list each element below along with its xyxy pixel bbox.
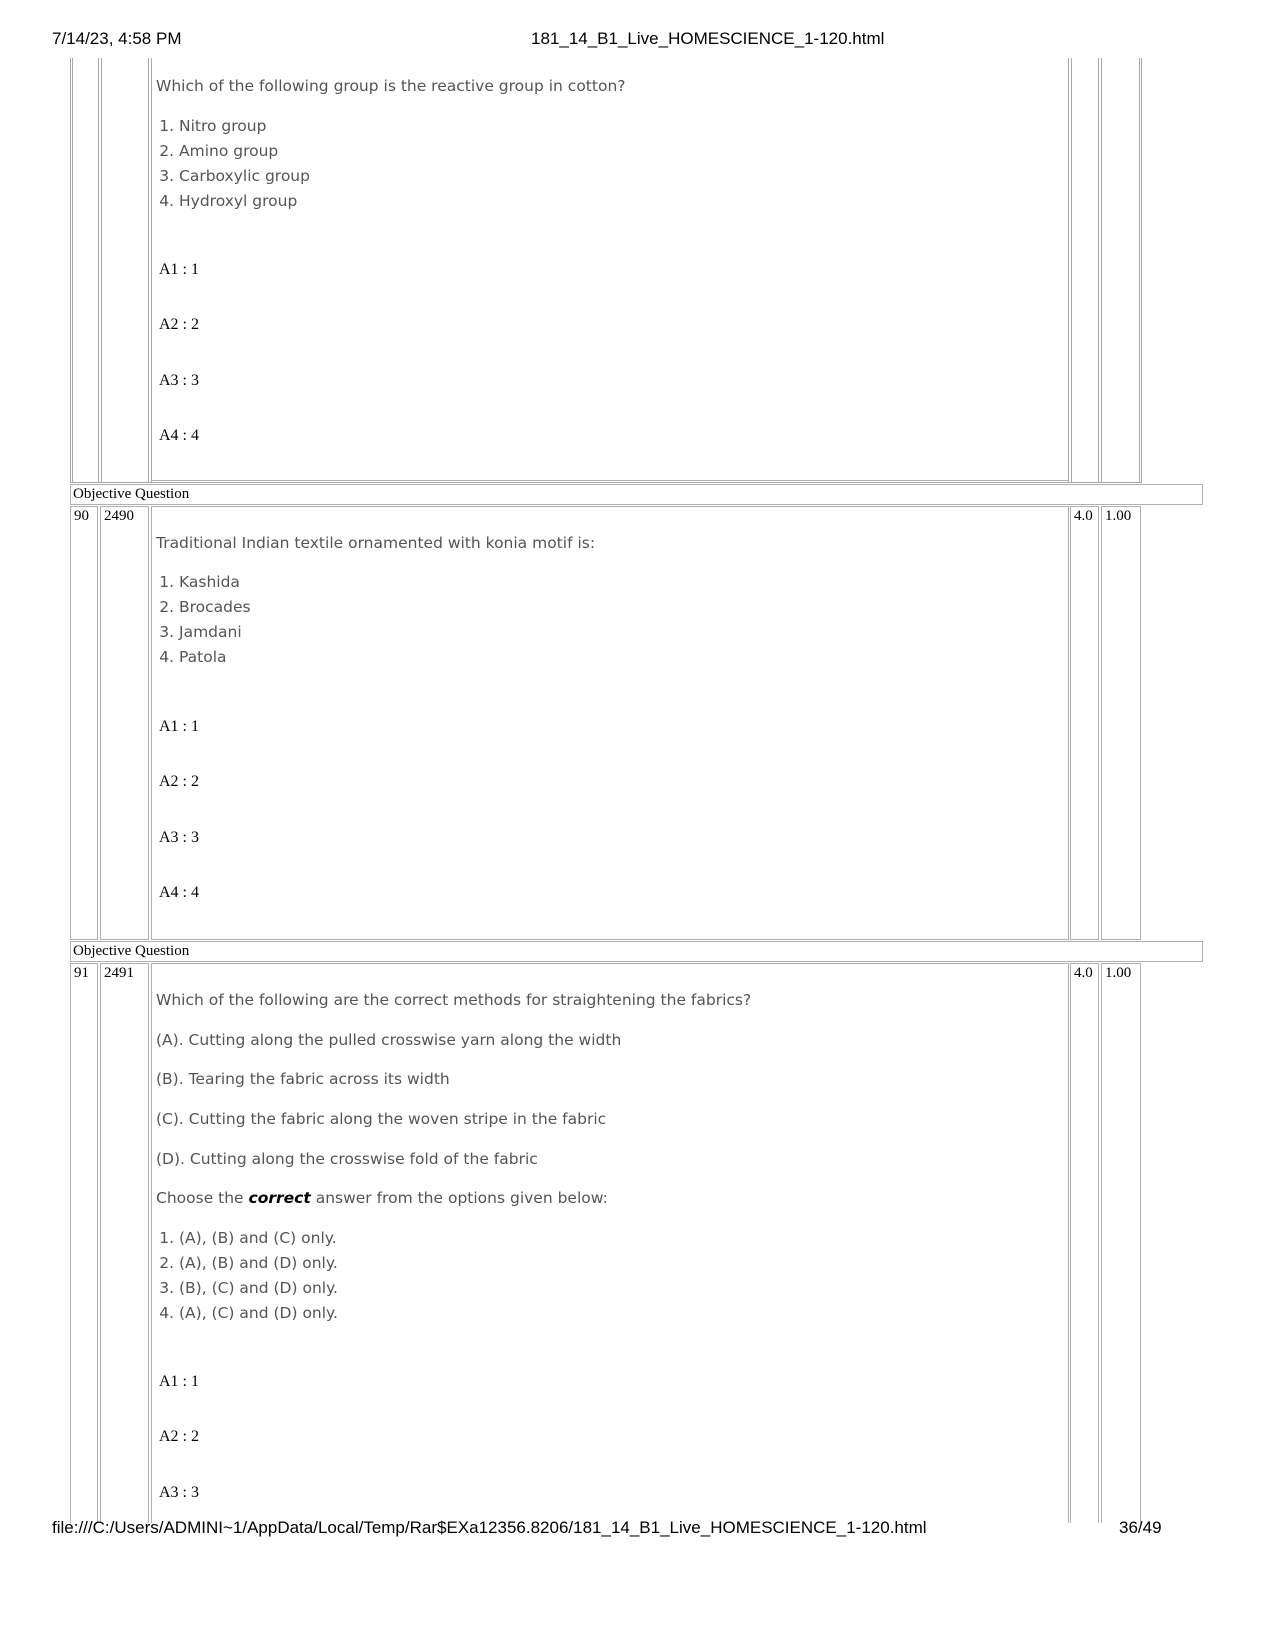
question-text: Which of the following are the correct methods for straightening the fabrics? — [156, 991, 752, 1009]
option-item: 3. Carboxylic group — [179, 164, 310, 189]
cell-border — [101, 58, 102, 482]
cell-border — [151, 480, 1069, 481]
table-border — [70, 58, 71, 482]
marks-cell — [1070, 963, 1099, 1523]
statement-b: (B). Tearing the fabric across its width — [156, 1070, 450, 1088]
negative-marks-cell — [1101, 963, 1141, 1523]
question-type-label: Objective Question — [70, 941, 1203, 962]
question-id: 2490 — [104, 508, 134, 524]
answer-key-a1: A1 : 1 — [159, 261, 199, 278]
answer-key-a3: A3 : 3 — [159, 1484, 199, 1501]
question-type-label: Objective Question — [70, 484, 1203, 505]
marks-cell — [1070, 506, 1099, 940]
question-text: Traditional Indian textile ornamented with konia motif is: — [156, 534, 596, 552]
serial-number-cell — [70, 506, 98, 940]
instruction-emphasis: correct — [248, 1189, 311, 1207]
answer-key-a4: A4 : 4 — [159, 427, 199, 444]
option-item: 3. Jamdani — [179, 620, 251, 645]
answer-key-a1: A1 : 1 — [159, 718, 199, 735]
option-item: 4. (A), (C) and (D) only. — [179, 1301, 338, 1326]
marks: 4.0 — [1074, 508, 1093, 524]
table-border — [1141, 58, 1142, 482]
answer-key-a3: A3 : 3 — [159, 829, 199, 846]
question-text: Which of the following group is the reactive group in cotton? — [156, 77, 626, 95]
print-page-number: 36/49 — [1119, 1518, 1162, 1537]
cell-border — [1098, 58, 1099, 482]
instruction-suffix: answer from the options given below: — [310, 1189, 608, 1207]
table-border — [1139, 58, 1140, 482]
option-item: 1. Kashida — [179, 570, 251, 595]
option-list — [138, 114, 310, 214]
print-file-path: file:///C:/Users/ADMINI~1/AppData/Local/Temp/Rar$EXa12356.8206/181_14_B1_Live_HOMESCIENCE_1-120.html — [52, 1518, 927, 1537]
serial-number: 90 — [74, 508, 89, 524]
question-id: 2491 — [104, 965, 134, 981]
negative-marks: 1.00 — [1105, 965, 1132, 981]
answer-key-a2: A2 : 2 — [159, 316, 199, 333]
print-document-title: 181_14_B1_Live_HOMESCIENCE_1-120.html — [531, 29, 885, 48]
option-item: 1. (A), (B) and (C) only. — [179, 1226, 338, 1251]
statement-c: (C). Cutting the fabric along the woven stripe in the fabric — [156, 1110, 607, 1128]
cell-border — [1101, 58, 1102, 482]
answer-key-a3: A3 : 3 — [159, 372, 199, 389]
marks: 4.0 — [1074, 965, 1093, 981]
answer-key-a4: A4 : 4 — [159, 884, 199, 901]
option-item: 2. (A), (B) and (D) only. — [179, 1251, 338, 1276]
instruction-prefix: Choose the — [156, 1189, 249, 1207]
cell-border — [1071, 58, 1072, 482]
print-datetime: 7/14/23, 4:58 PM — [52, 29, 182, 48]
table-border — [70, 482, 1142, 483]
option-item: 2. Brocades — [179, 595, 251, 620]
option-item: 1. Nitro group — [179, 114, 310, 139]
answer-key-a1: A1 : 1 — [159, 1373, 199, 1390]
answer-key-a2: A2 : 2 — [159, 773, 199, 790]
negative-marks-cell — [1101, 506, 1141, 940]
question-content-cell — [151, 506, 1069, 940]
cell-border — [98, 58, 99, 482]
cell-border — [1068, 58, 1069, 482]
option-list — [138, 570, 251, 670]
option-item: 4. Patola — [179, 645, 251, 670]
negative-marks: 1.00 — [1105, 508, 1132, 524]
option-item: 2. Amino group — [179, 139, 310, 164]
serial-number-cell — [70, 963, 98, 1523]
statement-d: (D). Cutting along the crosswise fold of the fabric — [156, 1150, 538, 1168]
statement-a: (A). Cutting along the pulled crosswise yarn along the width — [156, 1031, 622, 1049]
answer-key-a2: A2 : 2 — [159, 1428, 199, 1445]
serial-number: 91 — [74, 965, 89, 981]
table-border — [72, 58, 73, 482]
instruction-text — [156, 1189, 608, 1207]
option-item: 3. (B), (C) and (D) only. — [179, 1276, 338, 1301]
option-list — [138, 1226, 338, 1326]
option-item: 4. Hydroxyl group — [179, 189, 310, 214]
